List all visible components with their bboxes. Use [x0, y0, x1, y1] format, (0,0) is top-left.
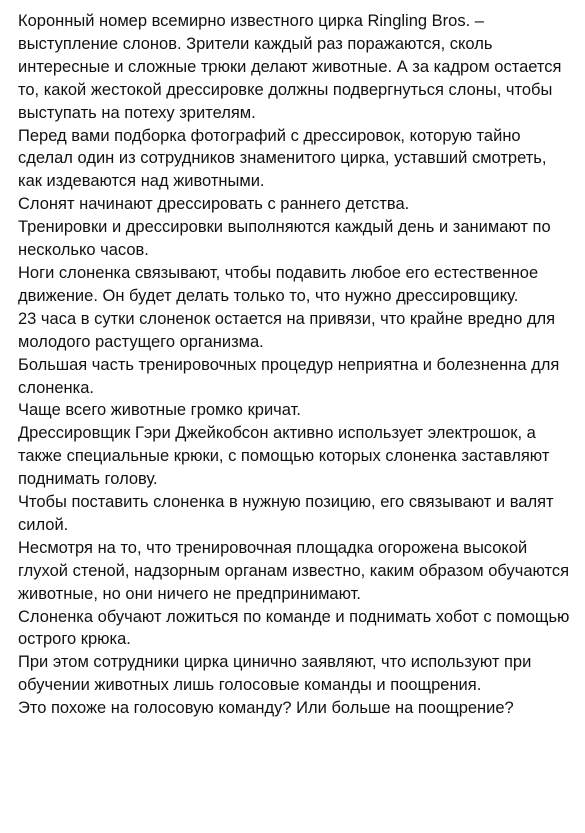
paragraph-11: Несмотря на то, что тренировочная площадка огорожена высокой глухой стеной, надзорным органам известно, каким образом обучаются животные, но они ничего не предпринимают. — [18, 538, 570, 603]
paragraph-1: Коронный номер всемирно известного цирка Ringling Bros. – выступление слонов. Зрители каждый раз поражаются, сколь интересные и сложные трюки делают животные. А за кадром остается то, какой жестокой дрессировке должны подвергнуться слоны, чтобы выступать на потеху зрителям. — [18, 12, 562, 122]
paragraph-9: Дрессировщик Гэри Джейкобсон активно использует электрошок, а также специальные крюки, с помощью которых слоненка заставляют поднимать голову. — [18, 424, 550, 489]
paragraph-13: При этом сотрудники цирка цинично заявляют, что используют при обучении животных лишь голосовые команды и поощрения. — [18, 653, 532, 695]
paragraph-10: Чтобы поставить слоненка в нужную позицию, его связывают и валят силой. — [18, 493, 554, 534]
paragraph-14: Это похоже на голосовую команду? Или больше на поощрение? — [18, 699, 514, 718]
paragraph-8: Чаще всего животные громко кричат. — [18, 401, 301, 420]
paragraph-2: Перед вами подборка фотографий с дрессировок, которую тайно сделал один из сотрудников знаменитого цирка, уставший смотреть, как издеваются над животными. — [18, 126, 547, 191]
paragraph-4: Тренировки и дрессировки выполняются каждый день и занимают по несколько часов. — [18, 218, 551, 260]
article-body — [18, 10, 574, 720]
paragraph-5: Ноги слоненка связывают, чтобы подавить любое его естественное движение. Он будет делать только то, что нужно дрессировщику. — [18, 263, 539, 305]
paragraph-12: Слоненка обучают ложиться по команде и поднимать хобот с помощью острого крюка. — [18, 607, 570, 649]
paragraph-6: 23 часа в сутки слоненок остается на привязи, что крайне вредно для молодого растущего организма. — [18, 309, 556, 351]
paragraph-7: Большая часть тренировочных процедур неприятна и болезненна для слоненка. — [18, 355, 560, 397]
paragraph-3: Слонят начинают дрессировать с раннего детства. — [18, 195, 410, 214]
